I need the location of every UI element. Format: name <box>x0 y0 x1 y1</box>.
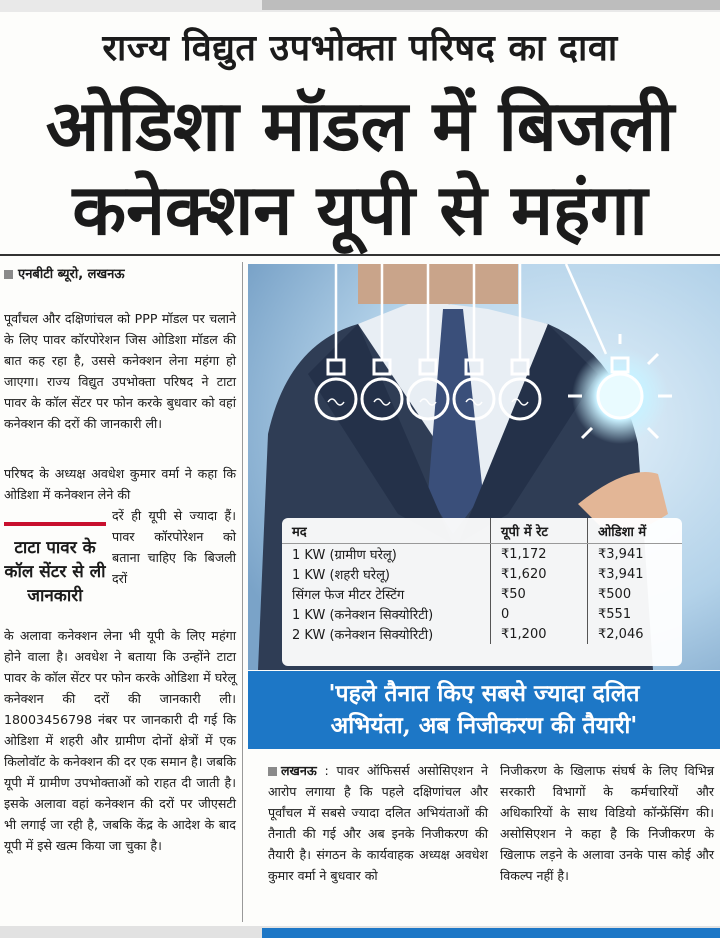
body-paragraph-1: पूर्वांचल और दक्षिणांचल को PPP मॉडल पर चलाने के लिए पावर कॉरपोरेशन जिस ओडिशा मॉडल की बात कह रहा है, उससे कनेक्शन लेना महंगा हो जाएगा। राज्य विद्युत उपभोक्ता परिषद ने टाटा पावर के कॉल सेंटर पर फोन करके बुधवार को वहां कनेक्शन की दरों की जानकारी ली। <box>4 311 236 431</box>
table-cell-odisha: ₹2,046 <box>588 624 683 644</box>
rate-table <box>282 518 682 644</box>
table-cell-item: 1 KW (शहरी घरेलू) <box>292 568 390 583</box>
subhead-banner <box>248 671 720 749</box>
table-header-odisha-rate: ओडिशा में <box>588 518 683 544</box>
top-edge-strip <box>0 0 720 12</box>
table-cell-item: सिंगल फेज मीटर टेस्टिंग <box>292 588 405 603</box>
substory-column-2: निजीकरण के खिलाफ संघर्ष के लिए विभिन्न सरकारी विभागों के कर्मचारियों और अधिकारियों के साथ विडियो कॉन्फ्रेंसिंग की। असोसिएशन ने कहा है कि निजीकरण के खिलाफ लड़ने के अलावा उनके पास कोई और विकल्प नहीं है। <box>500 763 714 883</box>
byline <box>4 264 125 282</box>
body-paragraph-2: परिषद के अध्यक्ष अवधेश कुमार वर्मा ने कहा कि ओडिशा में कनेक्शन लेने की <box>4 466 236 502</box>
table-row <box>282 564 682 584</box>
table-cell-up: ₹1,620 <box>491 564 588 584</box>
byline-text: एनबीटी ब्यूरो, लखनऊ <box>18 267 125 282</box>
substory-dateline: लखनऊ <box>281 763 317 778</box>
bottom-edge-strip <box>0 926 720 938</box>
subhead-line-1: 'पहले तैनात किए सबसे ज्यादा दलित <box>328 680 640 707</box>
table-header-item: मद <box>282 518 491 544</box>
subhead-line-2: अभियंता, अब निजीकरण की तैयारी' <box>330 712 638 739</box>
table-cell-odisha: ₹3,941 <box>588 564 683 584</box>
rate-comparison-table <box>282 518 682 666</box>
bullet-square-icon <box>4 270 13 279</box>
table-cell-odisha: ₹3,941 <box>588 544 683 565</box>
table-cell-odisha: ₹551 <box>588 604 683 624</box>
column-divider <box>242 262 243 922</box>
table-header-row <box>282 518 682 544</box>
table-cell-up: ₹1,172 <box>491 544 588 565</box>
substory-column-1 <box>268 760 488 886</box>
headline-line-1: ओडिशा मॉडल में बिजली <box>45 84 675 167</box>
table-row <box>282 584 682 604</box>
table-row <box>282 544 682 565</box>
table-row <box>282 604 682 624</box>
table-header-up-rate: यूपी में रेट <box>491 518 588 544</box>
table-cell-up: 0 <box>491 604 588 624</box>
top-edge-tab <box>262 0 720 10</box>
table-cell-odisha: ₹500 <box>588 584 683 604</box>
bullet-square-icon <box>268 767 277 776</box>
bottom-edge-blue-bar <box>262 928 720 938</box>
table-cell-up: ₹1,200 <box>491 624 588 644</box>
pull-quote: टाटा पावर के कॉल सेंटर से ली जानकारी <box>4 522 106 608</box>
headline-line-2: कनेक्शन यूपी से महंगा <box>72 168 648 251</box>
table-cell-item: 1 KW (ग्रामीण घरेलू) <box>292 548 397 563</box>
table-row <box>282 624 682 644</box>
kicker: राज्य विद्युत उपभोक्ता परिषद का दावा <box>102 27 618 69</box>
body-paragraph-3: के अलावा कनेक्शन लेना भी यूपी के लिए महंगा होने वाला है। अवधेश ने बताया कि उन्होंने टाटा पावर के कॉल सेंटर पर फोन करके ओडिशा में घरेलू कनेक्शन की दरों की जानकारी ली। 18003456798 नंबर पर जानकारी दी गई कि ओडिशा में शहरी और ग्रामीण दोनों क्षेत्रों में एक किलोवॉट के कनेक्शन की दर एक समान है। जबकि यूपी में ग्रामीण उपभोक्ताओं को राहत दी जाती है। इसके अलावा वहां कनेक्शन की दरों पर जीएसटी भी लगाई जा रही है, जबकि केंद्र के आदेश के बाद यूपी में इसे खत्म किया जा चुका है। <box>4 628 236 853</box>
table-cell-item: 1 KW (कनेक्शन सिक्योरिटी) <box>292 608 434 623</box>
table-cell-item: 2 KW (कनेक्शन सिक्योरिटी) <box>292 628 434 643</box>
body-paragraph-2-wrap: दरें ही यूपी से ज्यादा हैं। पावर कॉरपोरेशन को बताना चाहिए कि बिजली दरों <box>112 508 236 586</box>
substory-text-1: : पावर ऑफिसर्स असोसिएशन ने आरोप लगाया है कि पहले दक्षिणांचल और पूर्वांचल में सबसे ज्यादा दलित अभियंताओं की तैनाती की गई और अब इनके निजीकरण की तैयारी है। संगठन के कार्यवाहक अध्यक्ष अवधेश कुमार वर्मा ने बुधवार को <box>268 763 488 883</box>
headline-rule <box>0 254 720 256</box>
table-cell-up: ₹50 <box>491 584 588 604</box>
